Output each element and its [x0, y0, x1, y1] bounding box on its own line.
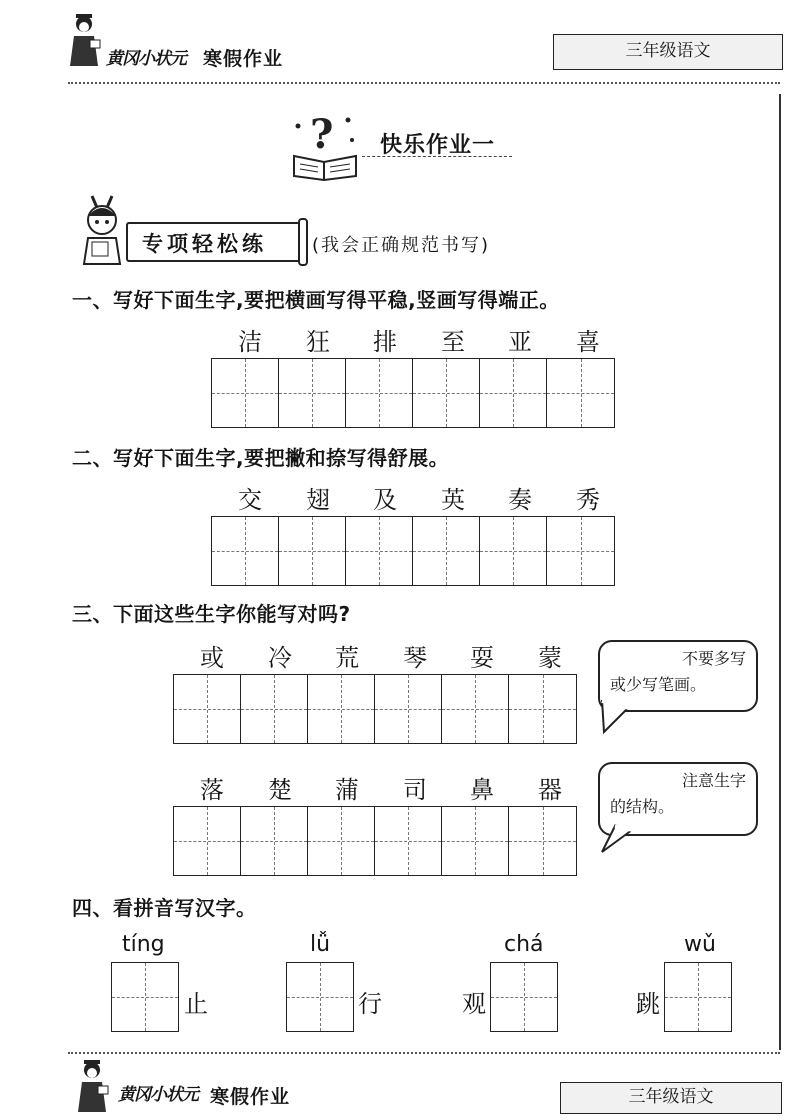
- given-character: 跳: [636, 990, 660, 1018]
- writing-cell[interactable]: [509, 675, 576, 743]
- pinyin-label: tíng: [122, 932, 165, 957]
- pinyin-label: chá: [504, 932, 544, 957]
- q3-char: 楚: [268, 776, 292, 804]
- q1-char: 至: [441, 328, 465, 356]
- q3-char: 蒲: [335, 776, 359, 804]
- question-book-icon: [288, 106, 362, 182]
- q1-char: 狂: [306, 328, 330, 356]
- writing-cell[interactable]: [547, 359, 614, 427]
- section-banner-label: 专项轻松练: [142, 232, 267, 256]
- section-hint: (我会正确规范书写): [312, 235, 491, 256]
- writing-cell[interactable]: [375, 807, 442, 875]
- given-character: 行: [358, 990, 382, 1018]
- q3-char: 落: [200, 776, 224, 804]
- writing-cell[interactable]: [413, 517, 480, 585]
- writing-cell[interactable]: [308, 675, 375, 743]
- question-2-prompt: 二、写好下面生字,要把撇和捺写得舒展。: [72, 446, 450, 470]
- scholar-mascot-icon: [64, 10, 104, 70]
- writing-cell[interactable]: [174, 675, 241, 743]
- writing-cell[interactable]: [442, 807, 509, 875]
- q2-char: 及: [373, 486, 397, 514]
- q3-char: 琴: [403, 644, 427, 672]
- footer-grade-label: 三年级语文: [560, 1082, 782, 1114]
- answer-box[interactable]: [111, 962, 179, 1032]
- writing-cell[interactable]: [346, 359, 413, 427]
- answer-box[interactable]: [490, 962, 558, 1032]
- question-2-writing-grid[interactable]: [211, 516, 615, 586]
- q1-char: 洁: [238, 328, 262, 356]
- footer-brand-title: 寒假作业: [210, 1086, 291, 1108]
- q3-char: 司: [403, 776, 427, 804]
- q3-char: 荒: [335, 644, 359, 672]
- q2-char: 秀: [576, 486, 600, 514]
- writing-cell[interactable]: [241, 675, 308, 743]
- tip-2-line-1: 注意生字: [681, 771, 746, 790]
- q3-char: 器: [538, 776, 562, 804]
- speech-tail-icon: [598, 700, 648, 736]
- page-border: [779, 94, 781, 1050]
- writing-cell[interactable]: [346, 517, 413, 585]
- student-mascot-icon: [72, 188, 132, 268]
- q3-char: 冷: [268, 644, 292, 672]
- footer-brand-script: 黄冈小状元: [118, 1085, 198, 1105]
- writing-cell[interactable]: [480, 359, 547, 427]
- question-4-prompt: 四、看拼音写汉字。: [72, 896, 257, 920]
- scroll-roller: [298, 218, 308, 266]
- writing-cell[interactable]: [279, 517, 346, 585]
- q2-char: 奏: [508, 486, 532, 514]
- header-divider: [68, 82, 780, 84]
- question-3-prompt: 三、下面这些生字你能写对吗?: [72, 602, 351, 626]
- writing-cell[interactable]: [174, 807, 241, 875]
- writing-cell[interactable]: [279, 359, 346, 427]
- svg-text:?: ?: [310, 111, 334, 158]
- tip-1-line-2: 或少写笔画。: [610, 675, 707, 694]
- q3-char: 耍: [470, 644, 494, 672]
- pinyin-label: wǔ: [684, 932, 716, 957]
- writing-cell[interactable]: [375, 675, 442, 743]
- writing-cell[interactable]: [212, 517, 279, 585]
- brand-title: 寒假作业: [203, 48, 284, 70]
- q2-char: 交: [238, 486, 262, 514]
- given-character: 止: [184, 990, 208, 1018]
- q3-char: 蒙: [538, 644, 562, 672]
- pinyin-label: lǚ: [310, 932, 331, 957]
- tip-1-line-1: 不要多写: [681, 649, 746, 668]
- q1-char: 喜: [576, 328, 600, 356]
- question-3-row-1-writing-grid[interactable]: [173, 674, 577, 744]
- speech-tail-icon: [598, 824, 648, 856]
- q1-char: 亚: [508, 328, 532, 356]
- answer-box[interactable]: [286, 962, 354, 1032]
- scholar-mascot-icon: [72, 1056, 112, 1116]
- writing-cell[interactable]: [442, 675, 509, 743]
- writing-cell[interactable]: [308, 807, 375, 875]
- tip-2-line-2: 的结构。: [610, 797, 675, 816]
- writing-cell[interactable]: [480, 517, 547, 585]
- writing-cell[interactable]: [547, 517, 614, 585]
- answer-box[interactable]: [664, 962, 732, 1032]
- question-3-row-2-writing-grid[interactable]: [173, 806, 577, 876]
- q3-char: 鼻: [470, 776, 494, 804]
- page-title: 快乐作业一: [380, 133, 496, 158]
- writing-cell[interactable]: [212, 359, 279, 427]
- title-underline: [362, 156, 512, 157]
- q1-char: 排: [373, 328, 397, 356]
- writing-cell[interactable]: [413, 359, 480, 427]
- given-character: 观: [462, 990, 486, 1018]
- footer-divider: [68, 1052, 780, 1054]
- q2-char: 翅: [306, 486, 330, 514]
- writing-cell[interactable]: [241, 807, 308, 875]
- q3-char: 或: [200, 644, 224, 672]
- grade-label: 三年级语文: [553, 34, 783, 70]
- question-1-prompt: 一、写好下面生字,要把横画写得平稳,竖画写得端正。: [72, 288, 560, 312]
- q2-char: 英: [441, 486, 465, 514]
- writing-cell[interactable]: [509, 807, 576, 875]
- brand-script: 黄冈小状元: [106, 49, 186, 69]
- question-1-writing-grid[interactable]: [211, 358, 615, 428]
